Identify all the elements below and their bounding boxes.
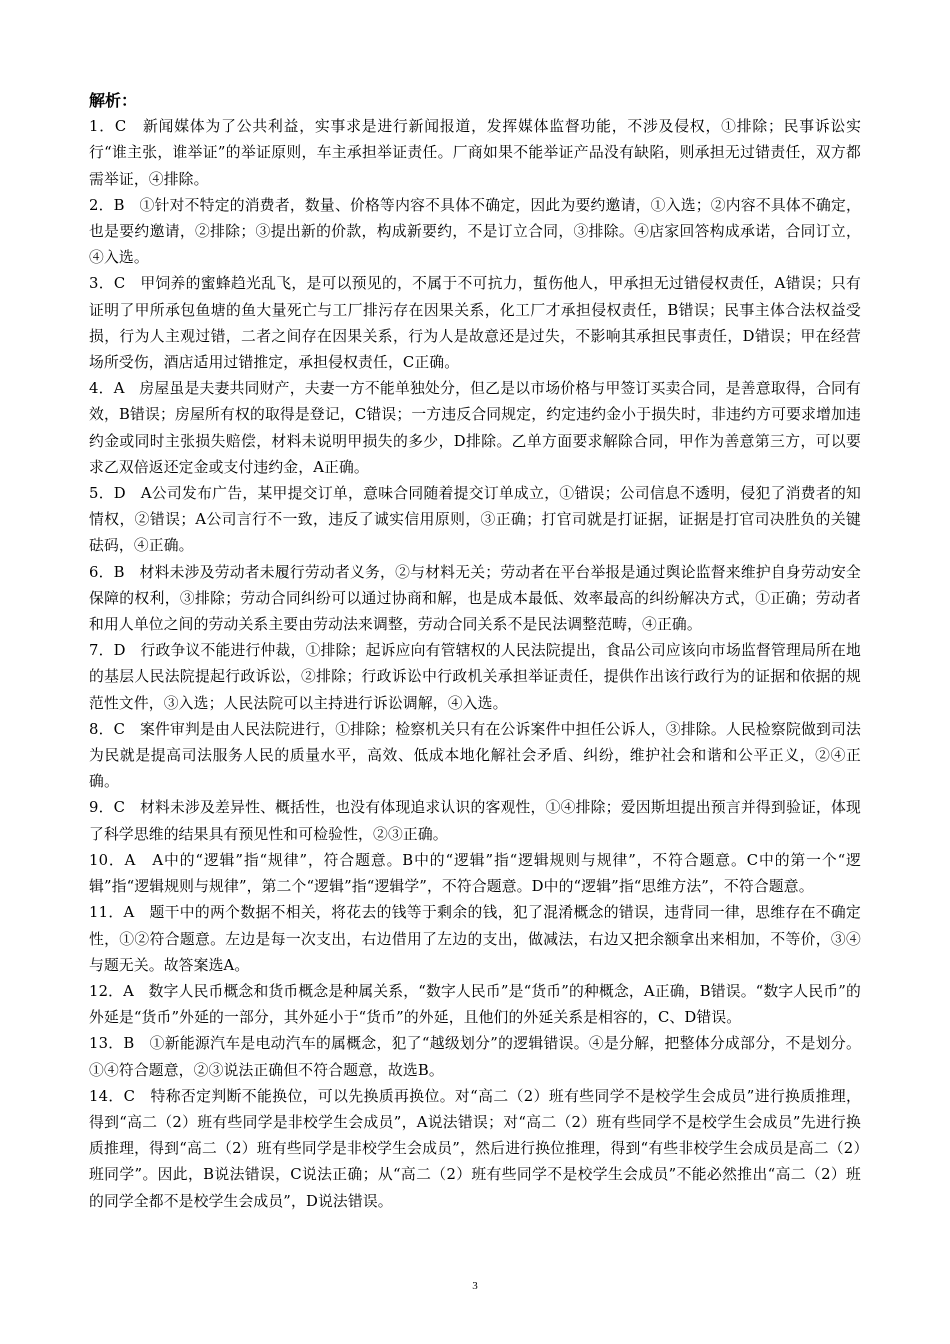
- answer-item-8: [89, 717, 861, 796]
- answer-number: 14．C: [89, 1087, 136, 1105]
- answer-text: 甲饲养的蜜蜂趋光乱飞，是可以预见的，不属于不可抗力，蜇伤他人，甲承担无过错侵权责任，A错误；只有证明了甲所承包鱼塘的鱼大量死亡与工厂排污存在因果关系，化工厂才承担侵权责任，B错误；民事主体合法权益受损，行为人主观过错，二者之间存在因果关系，行为人是故意还是过失，不影响其承担民事责任，D错误；甲在经营场所受伤，酒店适用过错推定，承担侵权责任，C正确。: [89, 275, 862, 372]
- answer-item-5: [89, 481, 861, 560]
- answer-item-2: [89, 193, 861, 272]
- answer-text: 新闻媒体为了公共利益，实事求是进行新闻报道，发挥媒体监督功能，不涉及侵权，①排除；民事诉讼实行“谁主张，谁举证”的举证原则，车主承担举证责任。厂商如果不能举证产品没有缺陷，则承担无过错责任，双方都需举证，④排除。: [89, 118, 862, 188]
- answer-number: 5．D: [89, 485, 126, 503]
- answer-text: ①新能源汽车是电动汽车的属概念，犯了“越级划分”的逻辑错误。④是分解，把整体分成部分，不是划分。①④符合题意，②③说法正确但不符合题意，故选B。: [89, 1035, 861, 1079]
- answer-text: 材料未涉及差异性、概括性，也没有体现追求认识的客观性，①④排除；爱因斯坦提出预言并得到验证，体现了科学思维的结果具有预见性和可检验性，②③正确。: [89, 799, 861, 843]
- answer-number: 4．A: [89, 380, 125, 398]
- answer-item-14: [89, 1084, 861, 1215]
- answer-number: 6．B: [89, 563, 125, 581]
- answer-number: 13．B: [89, 1035, 135, 1053]
- answer-text: 房屋虽是夫妻共同财产，夫妻一方不能单独处分，但乙是以市场价格与甲签订买卖合同，是善意取得，合同有效，B错误；房屋所有权的取得是登记，C错误；一方违反合同规定，约定违约金小于损失时，非违约方可要求增加违约金或同时主张损失赔偿，材料未说明甲损失的多少，D排除。乙单方面要求解除合同，甲作为善意第三方，可以要求乙双倍返还定金或支付违约金，A正确。: [89, 380, 861, 476]
- answer-item-7: [89, 638, 861, 717]
- answer-number: 8．C: [89, 720, 126, 738]
- answer-text: ①针对不特定的消费者，数量、价格等内容不具体不确定，因此为要约邀请，①入选；②内容不具体不确定，也是要约邀请，②排除；③提出新的价款，构成新要约，不是订立合同，③排除。④店家回答构成承诺，合同订立，④入选。: [89, 196, 861, 267]
- answer-number: 12．A: [89, 982, 134, 1000]
- answer-item-1: [89, 114, 861, 193]
- answer-number: 2．B: [89, 196, 125, 214]
- section-heading: 解析：: [89, 91, 138, 110]
- answer-item-6: [89, 560, 861, 639]
- answer-number: 11．A: [89, 904, 135, 922]
- answer-text: 题干中的两个数据不相关，将花去的钱等于剩余的钱，犯了混淆概念的错误，违背同一律，思维存在不确定性，①②符合题意。左边是每一次支出，右边借用了左边的支出，做减法，右边又把余额拿出来相加，不等价，③④与题无关。故答案选A。: [89, 904, 861, 974]
- answer-text: 数字人民币概念和货币概念是种属关系，“数字人民币”是“货币”的种概念，A正确，B错误。“数字人民币”的外延是“货币”外延的一部分，其外延小于“货币”的外延，且他们的外延关系是相容的，C、D错误。: [89, 982, 861, 1027]
- answer-number: 3．C: [89, 275, 126, 293]
- answer-number: 1．C: [89, 118, 127, 136]
- answer-item-3: [89, 271, 861, 376]
- answer-item-10: [89, 848, 861, 900]
- page-number: 3: [472, 1280, 478, 1292]
- answer-number: 7．D: [89, 642, 126, 660]
- answer-text: A公司发布广告，某甲提交订单，意味合同随着提交订单成立，①错误；公司信息不透明，侵犯了消费者的知情权，②错误；A公司言行不一致，违反了诚实信用原则，③正确；打官司就是打证据，证据是打官司决胜负的关键砝码，④正确。: [89, 485, 862, 555]
- answer-text: 特称否定判断不能换位，可以先换质再换位。对“高二（2）班有些同学不是校学生会成员”进行换质推理，得到“高二（2）班有些同学是非校学生会成员”，A说法错误；对“高二（2）班有些同学不是校学生会成员”先进行换质推理，得到“高二（2）班有些同学是非校学生会成员”，然后进行换位推理，得到“有些非校学生会成员是高二（2）班同学”。因此，B说法错误，C说法正确；从“高二（2）班有些同学不是校学生会成员”不能必然推出“高二（2）班的同学全都不是校学生会成员”，D说法错误。: [89, 1087, 862, 1210]
- answer-item-13: [89, 1031, 861, 1083]
- answer-analysis-section: [89, 88, 861, 1215]
- answer-item-11: [89, 900, 861, 979]
- answer-text: A中的“逻辑”指“规律”，符合题意。B中的“逻辑”指“逻辑规则与规律”，不符合题意。C中的第一个“逻辑”指“逻辑规则与规律”，第二个“逻辑”指“逻辑学”，不符合题意。D中的“逻辑”指“思维方法”，不符合题意。: [89, 851, 862, 896]
- answer-text: 材料未涉及劳动者未履行劳动者义务，②与材料无关；劳动者在平台举报是通过舆论监督来维护自身劳动安全保障的权利，③排除；劳动合同纠纷可以通过协商和解，也是成本最低、效率最高的纠纷解决方式，①正确；劳动者和用人单位之间的劳动关系主要由劳动法来调整，劳动合同关系不是民法调整范畴，④正确。: [89, 563, 861, 634]
- answer-number: 9．C: [89, 799, 126, 817]
- answer-text: 行政争议不能进行仲裁，①排除；起诉应向有管辖权的人民法院提出，食品公司应该向市场监督管理局所在地的基层人民法院提起行政诉讼，②排除；行政诉讼中行政机关承担举证责任，提供作出该行政行为的证据和依据的规范性文件，③入选；人民法院可以主持进行诉讼调解，④入选。: [89, 642, 861, 712]
- answer-number: 10．A: [89, 851, 136, 869]
- answer-item-9: [89, 795, 861, 847]
- answer-text: 案件审判是由人民法院进行，①排除；检察机关只有在公诉案件中担任公诉人，③排除。人民检察院做到司法为民就是提高司法服务人民的质量水平，高效、低成本地化解社会矛盾、纠纷，维护社会和谐和公平正义，②④正确。: [89, 720, 861, 791]
- answer-item-4: [89, 376, 861, 481]
- answer-item-12: [89, 979, 861, 1031]
